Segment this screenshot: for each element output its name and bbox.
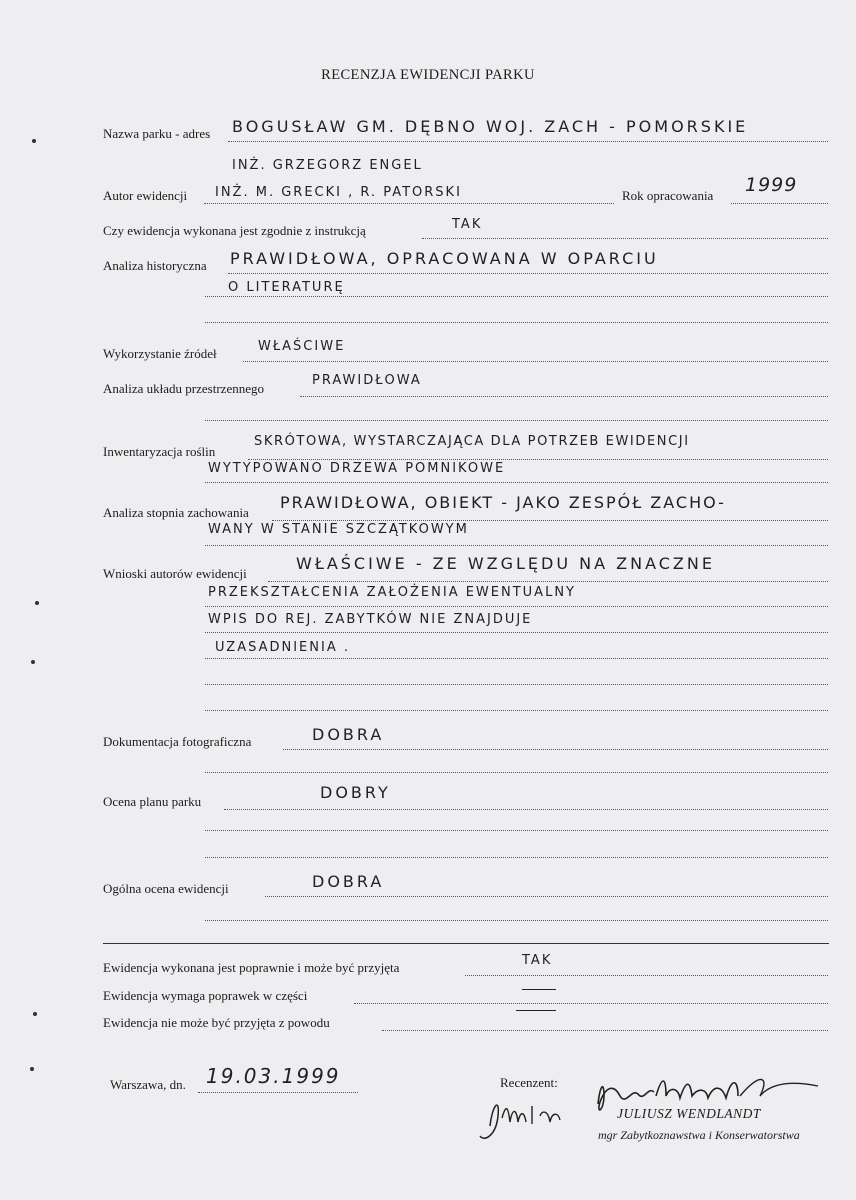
dotted-line [205, 606, 828, 607]
label-foto: Dokumentacja fotograficzna [103, 734, 252, 749]
value-nazwa: BOGUSŁAW GM. DĘBNO WOJ. ZACH - POMORSKIE [232, 117, 749, 136]
dotted-line [205, 632, 828, 633]
value-wnioski-3: WPIS DO REJ. ZABYTKÓW NIE ZNAJDUJE [208, 612, 533, 627]
dotted-line [205, 857, 828, 858]
value-zachowanie-2: WANY W STANIE SZCZĄTKOWYM [208, 522, 469, 537]
dotted-line [198, 1092, 358, 1093]
margin-mark [31, 660, 35, 664]
value-rosliny-2: WYTYPOWANO DRZEWA POMNIKOWE [208, 461, 506, 476]
label-poprawki: Ewidencja wymaga poprawek w części [103, 988, 308, 1003]
label-uklad: Analiza układu przestrzennego [103, 381, 264, 396]
label-rosliny: Inwentaryzacja roślin [103, 444, 216, 459]
value-rosliny-1: SKRÓTOWA, WYSTARCZAJĄCA DLA POTRZEB EWIDENCJI [254, 434, 690, 449]
label-instrukcja: Czy ewidencja wykonana jest zgodnie z instrukcją [103, 223, 366, 238]
dotted-line [268, 581, 828, 582]
label-autor: Autor ewidencji [103, 188, 188, 203]
value-przyjeta: TAK [522, 953, 553, 968]
label-nazwa: Nazwa parku - adres [103, 126, 211, 141]
value-zachowanie-1: PRAWIDŁOWA, OBIEKT - JAKO ZESPÓŁ ZACHO- [280, 493, 726, 512]
value-zrodla: WŁAŚCIWE [258, 339, 346, 354]
signature-title: mgr Zabytkoznawstwa i Konserwatorstwa [598, 1128, 800, 1142]
margin-mark [30, 1067, 34, 1071]
label-zrodla: Wykorzystanie źródeł [103, 346, 217, 361]
dotted-line [228, 273, 828, 274]
value-historyczna-2: O LITERATURĘ [228, 280, 345, 295]
label-zachowanie: Analiza stopnia zachowania [103, 505, 249, 520]
value-ogolna: DOBRA [312, 872, 385, 891]
dotted-line [205, 322, 828, 323]
signature-name: JULIUSZ WENDLANDT [617, 1106, 761, 1121]
dotted-line [205, 772, 828, 773]
value-wnioski-4: UZASADNIENIA . [215, 640, 350, 655]
label-nieprzyjeta: Ewidencja nie może być przyjęta z powodu [103, 1015, 330, 1030]
value-instrukcja: TAK [452, 217, 483, 232]
dotted-line [205, 545, 828, 546]
dotted-line [205, 658, 828, 659]
document-title: RECENZJA EWIDENCJI PARKU [321, 67, 535, 83]
dotted-line [382, 1030, 828, 1031]
value-autor-line1: INŻ. GRZEGORZ ENGEL [232, 158, 423, 173]
value-data: 19.03.1999 [206, 1064, 341, 1088]
margin-mark [32, 139, 36, 143]
dotted-line [422, 238, 828, 239]
value-rok: 1999 [745, 174, 798, 196]
dotted-line [243, 361, 828, 362]
label-wnioski: Wnioski autorów ewidencji [103, 566, 247, 581]
dash-mark [522, 989, 556, 990]
dotted-line [205, 920, 828, 921]
label-ogolna: Ogólna ocena ewidencji [103, 881, 229, 896]
margin-mark [35, 601, 39, 605]
section-divider [103, 943, 829, 944]
value-wnioski-2: PRZEKSZTAŁCENIA ZAŁOŻENIA EWENTUALNY [208, 585, 576, 600]
dotted-line [224, 809, 828, 810]
label-historyczna: Analiza historyczna [103, 258, 207, 273]
dotted-line [300, 396, 828, 397]
dotted-line [205, 684, 828, 685]
dotted-line [731, 203, 828, 204]
margin-mark [33, 1012, 37, 1016]
value-wnioski-1: WŁAŚCIWE - ZE WZGLĘDU NA ZNACZNE [296, 554, 715, 573]
value-plan: DOBRY [320, 783, 391, 802]
value-foto: DOBRA [312, 725, 385, 744]
dotted-line [228, 141, 828, 142]
value-historyczna-1: PRAWIDŁOWA, OPRACOWANA W OPARCIU [230, 249, 659, 268]
dotted-line [283, 749, 828, 750]
label-rok: Rok opracowania [622, 188, 714, 203]
dotted-line [354, 1003, 828, 1004]
label-recenzent: Recenzent: [500, 1075, 558, 1090]
label-plan: Ocena planu parku [103, 794, 202, 809]
dash-mark [516, 1010, 556, 1011]
dotted-line [205, 482, 828, 483]
dotted-line [205, 710, 828, 711]
label-warszawa: Warszawa, dn. [110, 1077, 186, 1092]
dotted-line [205, 830, 828, 831]
value-uklad: PRAWIDŁOWA [312, 373, 422, 388]
dotted-line [265, 896, 828, 897]
value-autor-line2: INŻ. M. GRECKI , R. PATORSKI [215, 185, 462, 200]
dotted-line [205, 420, 828, 421]
dotted-line [465, 975, 828, 976]
dotted-line [204, 203, 614, 204]
label-przyjeta: Ewidencja wykonana jest poprawnie i może być przyjęta [103, 960, 400, 975]
